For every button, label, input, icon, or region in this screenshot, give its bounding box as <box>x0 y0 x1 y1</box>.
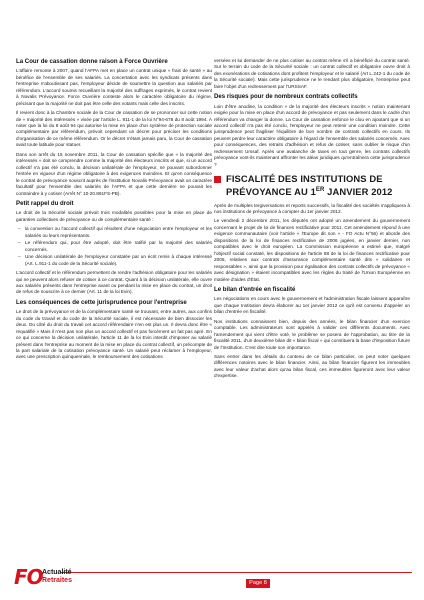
paragraph: Le droit de la Sécurité sociale prévoit trois modalités possibles pour la mise en place de garanties collectives de prévoyance ou de complémentaire santé : <box>16 210 212 222</box>
paragraph: Sans entrer dans les détails du contenu de ce bilan particulier, on peut noter quelques différences notoires avec le bilan financier. Ainsi, au bilan financier figurent les immeubles avec leur valeur d'achat alors qu'au bilan fiscal, ces immeubles figureront avec leur valeur d'expertise. <box>214 353 410 379</box>
paragraph: Il revient donc à la Chambre sociale de la Cour de cassation de se prononcer sur cette notion de « majorité des intéressés » visée par l'article L. 911-1 de la loi N°94-678 du 8 août 1994. A noter que la loi du 8 août 94 qui autorise la mise en place d'un système de protection sociale complémentaire par référendum, prévoit cependant un décret pour préciser les conditions d'organisation de ce même référendum. Or le décret n'étant jamais paru, la Cour de cassation avait toute latitude pour statuer. <box>16 110 212 148</box>
heading-bilan: Le bilan d'entrée en fiscalité <box>214 285 296 293</box>
paragraph: Après de multiples tergiversations et reports successifs, la fiscalité des sociétés s'appliquera à nos institutions de prévoyance à compter du 1er janvier 2012. <box>214 202 410 214</box>
section-title: FISCALITÉ DES INSTITUTIONS DE PRÉVOYANCE AU 1ER JANVIER 2012 <box>226 173 393 197</box>
paragraph: Nos institutions connaissent bien, depuis des années, le bilan financier d'un exercice comptable. Les administrateurs sont appelés à valider ces différents documents. Avec l'amendement qui vient d'être voté, le problème se posera de l'approbation, au titre de la fiscalité 2011, d'un deuxième bilan dit « bilan fiscal » qui constituera la base d'imposition future de l'Institution. C'est dire toute son importance. <box>214 318 410 350</box>
page-number-badge: Page 8 <box>246 579 270 588</box>
paragraph: Les négociations en cours avec le gouvernement et l'administration fiscale laissent apparaître que chaque Institution devra élaborer au 1er janvier 2012 ce qu'il est convenu d'appeler un bilan d'entrée en fiscalité. <box>214 296 410 315</box>
paragraph: versées et lui demander de ne plus cotiser au contrat même s'il a bénéficié du contrat santé. Sur le terrain du code de la Sécurité sociale : un contrat collectif et obligatoire ouvre droit à des exonérations de cotisations dont profitent l'employeur et le salarié (Art L.242-1 du code de la Sécurité sociale). Mais cette jurisprudence ne le rendant plus obligatoire, l'entreprise peut faire l'objet d'un redressement par l'URSSAF. <box>214 58 410 89</box>
list-item: – la convention ou l'accord collectif qui résultent d'une négociation entre l'employeur et les salariés ou leurs représentants. <box>16 226 212 239</box>
heading-risques: Des risques pour de nombreux contrats collectifs <box>214 93 358 101</box>
heading-cour-de-cassation: La Cour de cassation donne raison à Force Ouvrière <box>16 58 168 65</box>
paragraph: Le vendredi 2 décembre 2011, les députés ont adopté un amendement du gouvernement concernant le projet de loi de finances rectificative pour 2011. Cet amendement répond à une exigence communautaire (voir l'article « l'Europe dit non » - FO Actu N°56) et aborde des dispositions de la loi de finances rectificative de 2006 jugées, en janvier dernier, non compatibles avec le droit européen. La Commission européenne a estimé que, malgré l'objectif social constaté, les dispositions de l'article 88 de la loi de finances rectificative pour 2006, relatives aux contrats d'assurance complémentaire santé dits « solidaires et responsables », ainsi que la provision pour égalisation des contrats collectifs de prévoyance « avec désignation » étaient incompatibles avec les règles du traité de l'Union Européenne en matière d'aides d'État. <box>214 218 410 282</box>
paragraph: L'affaire remonte à 2007, quand l'AFPA met en place un contrat unique « frais de santé » au bénéfice de l'ensemble de ses salariés. La concertation avec les syndicats présents dans l'entreprise n'aboutissant pas, l'employeur décide de soumettre la question aux salariés par référendum. L'accord soumis recueillant la majorité des suffrages exprimés, le contrat revient à Novalis Prévoyance. Force Ouvrière conteste alors le caractère obligatoire du régime, précisant que la majorité ne doit pas être celle des votants mais celle des inscrits. <box>16 68 212 106</box>
list-item: – Le référendum qui, pour être adopté, doit être ratifié par la majorité des salariés concernés. <box>16 240 212 253</box>
paragraph: Loin d'être anodine, la condition « de la majorité des électeurs inscrits » notion maintenant exigée pour la mise en place d'un accord de prévoyance et pas seulement dans le cadre d'un référendum va changer la donne. La Cour de cassation enfonce le clou en ajoutant que si un accord collectif n'a pas été conclu, l'employeur ne peut retenir une condition moindre. Cette jurisprudence peut fragiliser l'équilibre de bon nombre de contrats collectifs en cours. Ils peuvent perdre leur caractère obligatoire à l'égard de l'ensemble des salariés concernés. Avec pour conséquences, des retraits d'adhésion et refus de cotiser, sans oublier le risque d'un redressement Urssaf. Après une avalanche de taxes en tout genre, les contrats collectifs prévoyance vont-ils maintenant affronter les aléas juridiques qu'entraînera cette jurisprudence ? <box>214 103 410 167</box>
heading-petit-rappel: Petit rappel du droit <box>16 200 74 208</box>
list-item: – Une décision unilatérale de l'employeur constatée par un écrit remis à chaque intéressé (Art. L.911-1 du code de la Sécurité sociale). <box>16 254 212 267</box>
fo-actualite-retraites-logo: FO Actualité Retraites <box>14 565 72 589</box>
heading-consequences: Les conséquences de cette jurisprudence pour l'entreprise <box>16 298 187 306</box>
bullet-list <box>16 226 212 267</box>
paragraph: L'accord collectif et le référendum permettent de rendre l'adhésion obligatoire pour les salariés qui ne peuvent alors refuser de cotiser à ce contrat. Quant à la décision unilatérale, elle ouvre aux salariés présents dans l'entreprise avant ou pendant la mise en place du contrat, un droit de refus de souscrire à ce dernier (Art. 11 de la loi Evin). <box>16 270 212 295</box>
paragraph: Le droit de la prévoyance et de la complémentaire santé se trouvant, entre autres, aux confins du code du travail et du code de la Sécurité sociale, il est nécessaire de bien dissocier les deux. Du côté du droit du travail cet accord référendaire n'en est plus un. Il devra donc être « requalifié » Mais il n'est pas non plus un accord collectif et pas forcément un fait pas aprè. En ce qui concerne la décision unilatérale, l'article 11 de la loi Evin interdit d'imposer au salarié présent dans l'entreprise au moment de la mise en place du contrat collectif, un précompte de la part salariale de la cotisation prévoyance santé. Un salarié peut réclamer à l'employeur, avec une prescription quinquennale, le remboursement des cotisations <box>16 309 212 360</box>
paragraph: Dans son arrêt du 15 novembre 2011, la Cour de cassation spécifie que « la majorité des intéressés » doit se comprendre comme la majorité des électeurs inscrits et que, si un accord collectif n'a pas été conclu, la décision unilatérale de l'employeur, ne pouvant subordonner l'entrée en vigueur d'un régime obligatoire à des exigences moindres. Et qu'en conséquence le contrat de prévoyance souscrit auprès de l'institution Novalis Prévoyance avait un caractère facultatif pour l'ensemble des salariés de l'AFPA et que cette dernière ne pouvait les contraindre à y cotiser (Arrêt N° 10-20.891FS-PB). <box>16 151 212 196</box>
section-heading-fiscalite <box>214 174 410 197</box>
left-column <box>16 58 212 364</box>
red-square-bullet-icon <box>214 176 221 183</box>
footer-divider <box>60 572 412 573</box>
right-column <box>214 58 410 383</box>
